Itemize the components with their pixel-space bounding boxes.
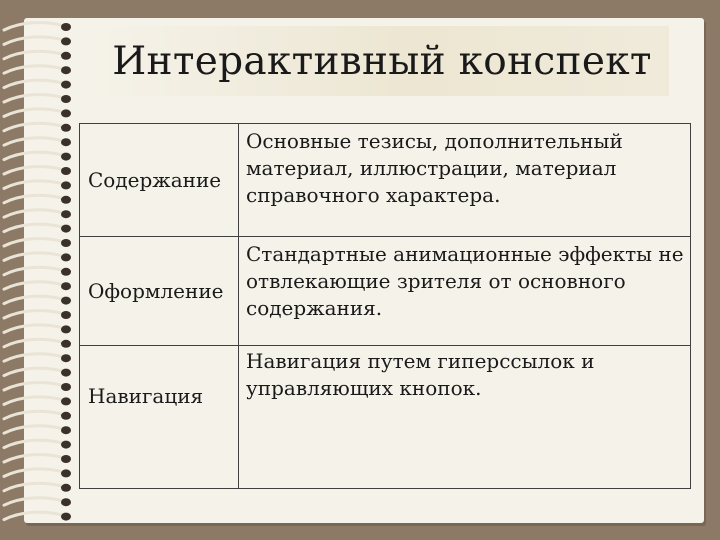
binding-hole (61, 325, 71, 333)
binding-hole (61, 124, 71, 132)
binding-ring (4, 95, 64, 102)
binding-hole (61, 383, 71, 391)
binding-ring (4, 368, 64, 375)
binding-hole (61, 397, 71, 405)
binding-ring (4, 239, 64, 246)
binding-hole (61, 469, 71, 477)
binding-ring (4, 498, 64, 505)
binding-hole (61, 138, 71, 146)
binding-ring (4, 51, 64, 58)
binding-ring (4, 253, 64, 260)
title-band (95, 26, 669, 96)
binding-ring (4, 66, 64, 73)
binding-ring (4, 23, 64, 30)
binding-ring (4, 397, 64, 404)
binding-hole (61, 23, 71, 31)
binding-hole (61, 513, 71, 521)
binding-ring (4, 411, 64, 418)
binding-ring (4, 311, 64, 318)
binding-hole (61, 210, 71, 218)
binding-ring (4, 267, 64, 274)
binding-hole (61, 455, 71, 463)
binding-hole (61, 153, 71, 161)
binding-ring (4, 152, 64, 159)
binding-hole (61, 95, 71, 103)
binding-hole (61, 498, 71, 506)
binding-hole (61, 253, 71, 261)
binding-ring (4, 512, 64, 519)
binding-ring (4, 325, 64, 332)
binding-hole (61, 225, 71, 233)
binding-ring (4, 37, 64, 44)
row-label-design: Оформление (80, 237, 239, 346)
binding-ring (4, 210, 64, 217)
binding-ring (4, 282, 64, 289)
binding-hole (61, 340, 71, 348)
binding-ring (4, 181, 64, 188)
binding-hole (61, 268, 71, 276)
row-text-navigation: Навигация путем гиперссылок и управляющих кнопок. (239, 346, 691, 489)
table-row (80, 237, 691, 346)
binding-hole (61, 167, 71, 175)
binding-hole (61, 109, 71, 117)
binding-hole (61, 426, 71, 434)
binding-ring (4, 109, 64, 116)
binding-hole (61, 412, 71, 420)
binding-hole (61, 484, 71, 492)
row-label-navigation: Навигация (80, 346, 239, 489)
row-text-content: Основные тезисы, дополнительный материал, иллюстрации, материал справочного характера. (239, 124, 691, 237)
binding-hole (61, 441, 71, 449)
binding-ring (4, 296, 64, 303)
binding-hole (61, 311, 71, 319)
spiral-binding-icon (0, 18, 80, 528)
row-label-content: Содержание (80, 124, 239, 237)
binding-ring (4, 483, 64, 490)
table-row (80, 124, 691, 237)
binding-hole (61, 297, 71, 305)
binding-hole (61, 196, 71, 204)
binding-ring (4, 383, 64, 390)
binding-hole (61, 81, 71, 89)
row-text-design: Стандартные анимационные эффекты не отвлекающие зрителя от основного содержания. (239, 237, 691, 346)
binding-ring (4, 440, 64, 447)
binding-ring (4, 426, 64, 433)
binding-ring (4, 195, 64, 202)
binding-hole (61, 354, 71, 362)
table-row (80, 346, 691, 489)
binding-hole (61, 52, 71, 60)
binding-hole (61, 369, 71, 377)
binding-ring (4, 455, 64, 462)
binding-ring (4, 469, 64, 476)
binding-ring (4, 339, 64, 346)
binding-ring (4, 138, 64, 145)
binding-ring (4, 123, 64, 130)
binding-ring (4, 167, 64, 174)
binding-ring (4, 80, 64, 87)
binding-ring (4, 354, 64, 361)
binding-hole (61, 239, 71, 247)
binding-ring (4, 224, 64, 231)
binding-hole (61, 181, 71, 189)
binding-hole (61, 282, 71, 290)
binding-hole (61, 37, 71, 45)
page-title: Интерактивный конспект (112, 38, 652, 84)
binding-hole (61, 66, 71, 74)
summary-table (79, 123, 691, 489)
